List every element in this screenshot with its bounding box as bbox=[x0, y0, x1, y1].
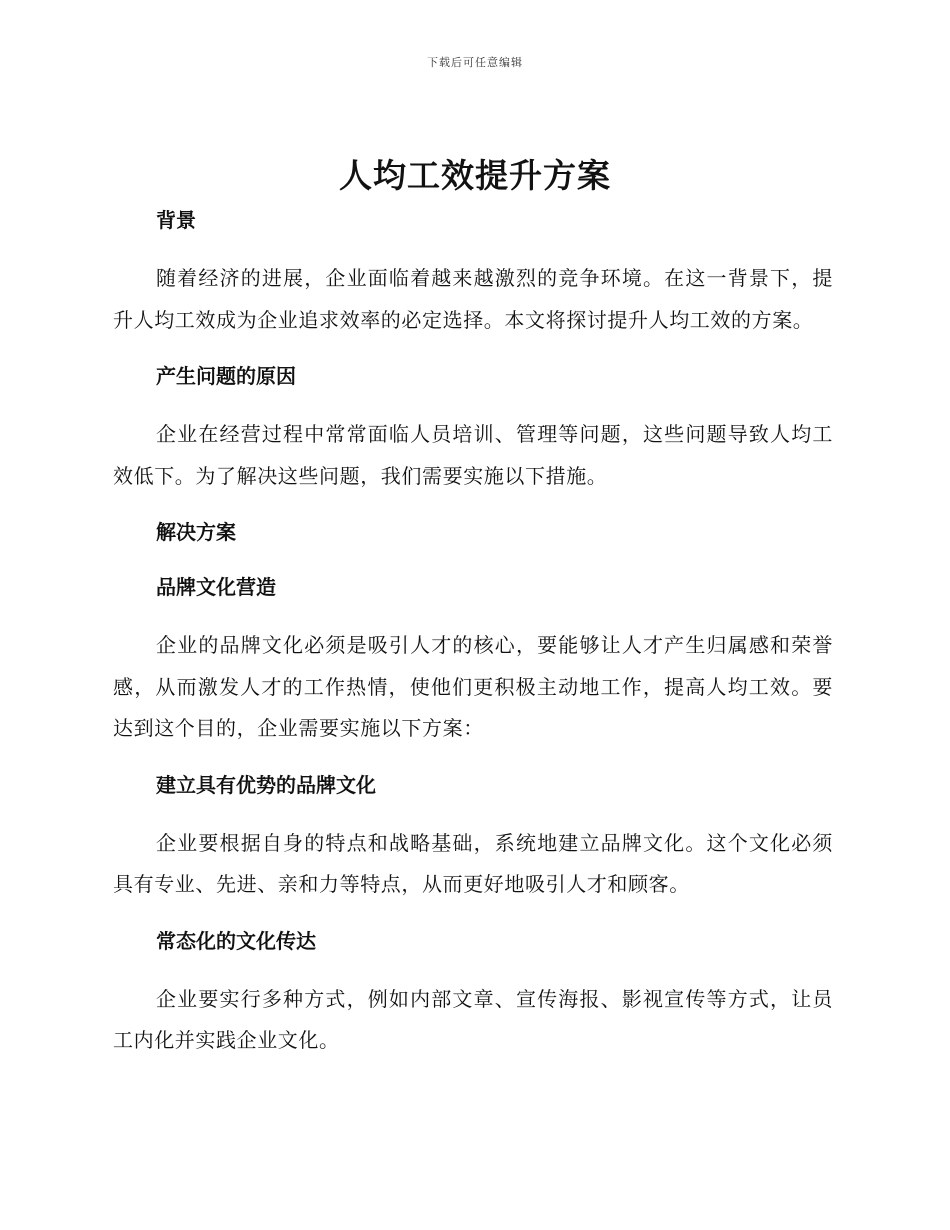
section-heading-solutions: 解决方案 bbox=[156, 520, 236, 544]
paragraph-build-brand-culture: 企业要根据自身的特点和战略基础，系统地建立品牌文化。这个文化必须具有专业、先进、亲和力等特点，从而更好地吸引人才和顾客。 bbox=[113, 830, 833, 896]
document-body bbox=[113, 203, 833, 1062]
document-title: 人均工效提升方案 bbox=[339, 156, 611, 195]
section-heading-brand-culture: 品牌文化营造 bbox=[156, 575, 276, 599]
paragraph-brand-culture: 企业的品牌文化必须是吸引人才的核心，要能够让人才产生归属感和荣誉感，从而激发人才的工作热情，使他们更积极主动地工作，提高人均工效。要达到这个目的，企业需要实施以下方案： bbox=[113, 633, 833, 740]
section-heading-culture-communication: 常态化的文化传达 bbox=[156, 928, 316, 953]
section-heading-background: 背景 bbox=[156, 208, 196, 232]
section-heading-build-brand-culture: 建立具有优势的品牌文化 bbox=[156, 772, 376, 797]
section-heading-causes: 产生问题的原因 bbox=[156, 364, 296, 388]
paragraph-causes: 企业在经营过程中常常面临人员培训、管理等问题，这些问题导致人均工效低下。为了解决这些问题，我们需要实施以下措施。 bbox=[113, 422, 833, 488]
page-header-note: 下载后可任意编辑 bbox=[427, 56, 523, 69]
paragraph-culture-communication: 企业要实行多种方式，例如内部文章、宣传海报、影视宣传等方式，让员工内化并实践企业文化。 bbox=[113, 986, 833, 1052]
paragraph-background: 随着经济的进展，企业面临着越来越激烈的竞争环境。在这一背景下，提升人均工效成为企业追求效率的必定选择。本文将探讨提升人均工效的方案。 bbox=[113, 266, 833, 332]
